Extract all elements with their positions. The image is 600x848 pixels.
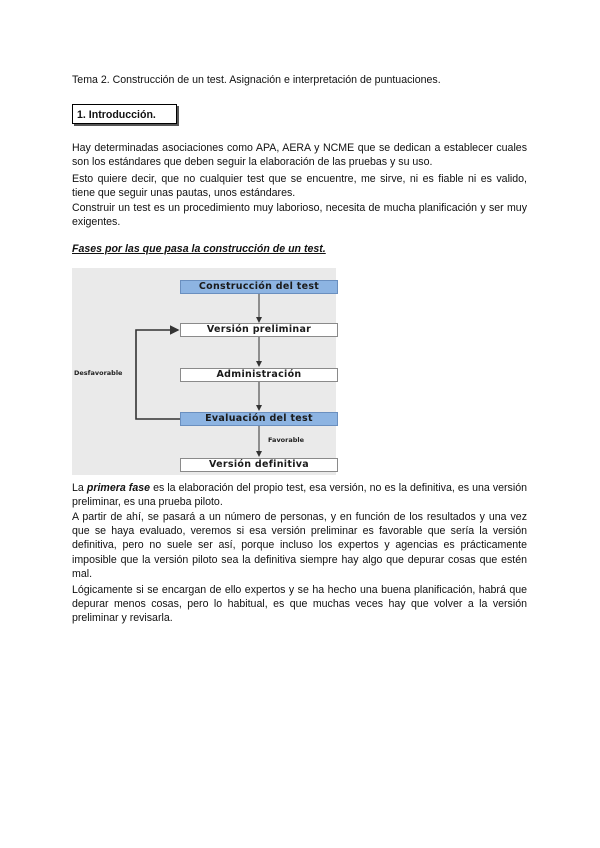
box-construccion: Construcción del test	[180, 280, 338, 294]
intro-paragraph-1: Hay determinadas asociaciones como APA, AERA y NCME que se dedican a establecer cuales son los estándares que deben seguir la elaboración de las pruebas y su uso.	[72, 142, 527, 169]
document-title: Tema 2. Construcción de un test. Asignación e interpretación de puntuaciones.	[72, 74, 441, 86]
intro-paragraph-2: Esto quiere decir, que no cualquier test que se encuentre, me sirve, ni es fiable ni es valido, tiene que seguir unas pautas, unos estándares.	[72, 173, 527, 200]
body-paragraph-2: A partir de ahí, se pasará a un número de personas, y en función de los resultados y una vez que se haya evaluado, veremos si esa versión preliminar es favorable que sería la versión definitiva, pero no suele ser así, porque incluso los expertos y agencias es prácticamente imposible que la versión piloto sea la definitiva siempre hay algo que depurar cosas que estén mal.	[72, 511, 527, 580]
body-paragraph-3: Lógicamente si se encargan de ello expertos y se ha hecho una buena planificación, habrá que depurar menos cosas, pero lo habitual, es que muchas veces hay que volver a la versión preliminar y revisarla.	[72, 584, 527, 625]
box-version-definitiva: Versión definitiva	[180, 458, 338, 472]
body-paragraph-1-lead: La	[72, 482, 87, 494]
box-version-preliminar: Versión preliminar	[180, 323, 338, 337]
label-desfavorable: Desfavorable	[74, 369, 123, 377]
section-heading: 1. Introducción.	[72, 104, 177, 124]
intro-paragraph-3: Construir un test es un procedimiento muy laborioso, necesita de mucha planificación y ser muy exigentes.	[72, 202, 527, 229]
body-paragraph-1	[72, 481, 527, 509]
box-evaluacion: Evaluación del test	[180, 412, 338, 426]
phases-subheading: Fases por las que pasa la construcción de un test.	[72, 243, 326, 255]
body-paragraph-1-emphasis: primera fase	[86, 482, 150, 494]
box-administracion: Administración	[180, 368, 338, 382]
test-construction-diagram	[72, 268, 336, 475]
arrow-unfavorable-loop	[136, 330, 180, 419]
body-paragraph-1-rest: es la elaboración del propio test, esa versión, no es la definitiva, es una versión preliminar, es una prueba piloto.	[72, 482, 527, 509]
label-favorable: Favorable	[268, 436, 305, 444]
